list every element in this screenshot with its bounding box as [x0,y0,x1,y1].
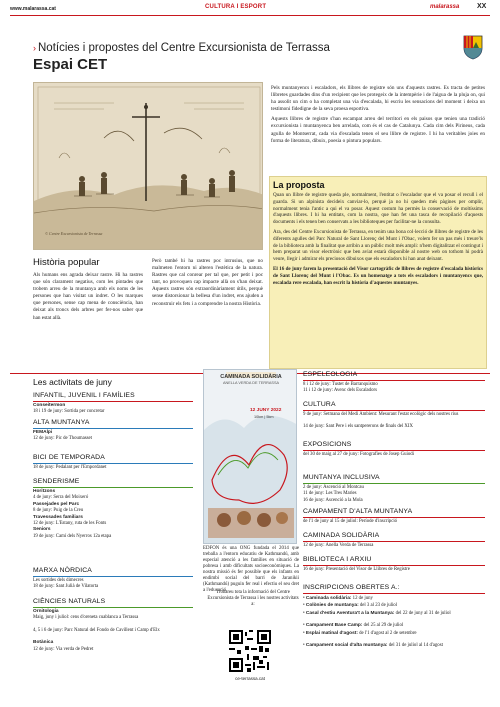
activity-category: MUNTANYA INCLUSIVA [303,474,380,481]
activity-entry: 2 de juny: Ascenció al Montcau [303,485,364,490]
activity-entry: 11 i 12 de juny: Avenc dels Escaladors [303,388,377,394]
activity-entry: del 30 de maig al 27 de juny: Fotografies de Josep Guiodi [303,452,414,457]
inscription-item [303,623,485,629]
history-column-2: Però també hi ha rastres poc intrusius, que no malmeten l'entorn ni alteren l'estètica de la natura. Rastres que cal conrear per tal que, per petit i poc tant, no provoquen cap impacte allà on s'han deixat. Aquests rastres són extraordinàriament útils, perquè sense distorsionar la bellesa d'un indret, ens ajuden a reconstruir els fets i a comprendre la nostra Història. [152,258,263,307]
category-underline [33,607,193,608]
cet-shield-logo [462,34,484,60]
bullet-icon: • [303,603,306,609]
inscription-name: Campament social d'alta muntanya: [305,643,388,648]
activity-entry: 16 de juny: Presentació del Visor de Llibres de Registre [303,567,410,572]
inscription-item [303,596,485,602]
activity-entry: 8 i 12 de juny: Tustet de Barranquismo [303,382,378,387]
activity-category: CAMINADA SOLIDÀRIA [303,532,380,539]
category-underline [33,428,193,429]
activity-group-name: Conseitermon [33,403,66,408]
bullet-icon: • [303,623,306,629]
activity-date-text: 4 de juny: Serra del Moixeró [33,495,89,501]
activity-group-name: Travessades familiars [33,514,83,520]
inscription-item [303,643,485,649]
activity-entry [33,527,193,533]
inscription-item [303,631,485,637]
category-underline [303,450,485,451]
activity-entry [33,502,193,508]
activity-entry [33,495,193,501]
activity-entry [33,615,193,621]
activity-entry: 16 de juny: Ascenció a la Mola [303,497,363,503]
activity-entry [33,430,193,436]
proposal-paragraph-1: Quan un llibre de registre queda ple, normalment, l'entitat o l'escalador que el va posar el recull i el guarda. Si un alpinista decideix canviar-lo, perquè ja no hi queden més pàgines per omplir, normalment tenia l'antic a qui el va posar. Aquest costum ha permès la conservació de moltíssims d'aquests llibres. I hi ha entitats, com la nostra, que han fet una tasca de recopilació d'aquests documents i els tenen ben conservats a les biblioteques per facilitar-ne la consulta. [273,192,483,226]
activity-entry [33,436,193,442]
category-underline [303,565,485,566]
activity-entry [33,628,193,634]
inscription-dates: del 25 al 29 de juliol [362,623,404,629]
activity-category: ESPELEOLOGIA [303,371,358,378]
page-header [10,3,490,15]
category-underline [303,517,485,518]
inscription-item [303,603,485,609]
activities-title: Les activitats de juny [33,377,112,387]
activity-date-text: Les sortides dels dimecres [33,578,84,583]
activity-entry [33,515,193,521]
activity-category: MARXA NÒRDICA [33,567,92,574]
category-underline [303,541,485,542]
bullet-icon: • [303,610,306,616]
activity-entry [33,489,193,495]
activity-entry [33,609,193,615]
category-underline [33,576,193,577]
section-title: CULTURA I ESPORT [205,4,267,10]
activity-category: BIBLIOTECA I ARXIU [303,556,372,563]
bullet-icon: • [303,643,306,648]
qr-code-icon[interactable] [229,630,271,672]
bullet-icon: • [303,596,306,601]
page-number: XX [477,3,487,10]
proposal-paragraph-2: Ara, des del Centre Excursionista de Terrassa, en tenim una bona col·lecció de llibres de registre de les diferents agulles del Parc Natural de Sant Llorenç del Munt i l'Obac, volem fer un pas més i treure'ls de la biblioteca amb la finalitat que arribin a un públic molt més ampli: n'hem digitalitzat el contingut i hem preparat un visor electrònic que ben aviat estarà disponible al nostre web on tothom hi podrà veure, llegir i admirar els preciosos dibuixos que els escaladors hi han anat deixant. [273,228,483,263]
activity-date-text: 8 de juny: Puig de la Creu [33,508,84,514]
activity-entry [33,584,193,590]
history-title: Història popular [33,257,100,268]
activity-entry [33,508,193,514]
inscription-name: Caminada solidària: [305,596,352,601]
site-url[interactable]: www.malarassa.cat [10,6,56,12]
activity-category: INFANTIL, JUVENIL I FAMÍLIES [33,392,135,399]
activity-entry: 11 de juny: Les Tres Maries [303,491,357,497]
activity-category: ALTA MUNTANYA [33,419,90,426]
activity-group-name: Passejades pel Parc [33,501,80,507]
activity-group-name: Ornitologia [33,609,59,614]
activity-entry [33,640,193,646]
activity-date-text: 18 i 19 de juny: Sortida per concretar [33,409,105,415]
poster-subtitle: ANELLA VERDA DE TERRASSA [222,381,280,385]
activity-category: CAMPAMENT D'ALTA MUNTANYA [303,508,413,515]
qr-url[interactable]: ce-terrassa.cat [235,676,265,681]
category-underline [33,401,193,402]
article-right-column [271,85,485,148]
activity-group-name: Seniors [33,527,51,533]
poster-title: CAMINADA SOLIDÀRIA [220,374,282,380]
kicker-text: Notícies i propostes del Centre Excursionista de Terrassa [38,42,330,54]
activity-entry [33,403,193,409]
activity-date-text: 12 de juny: Via verda de Pedret [33,646,94,652]
activity-entry [33,409,193,415]
activity-entry: 9 de juny: Setmana del Medi Ambient: Mesurant l'estat ecològic dels nostres rius [303,412,459,417]
activity-date-text: 12 de juny: L'Estany, ruta de les Fonts [33,521,107,526]
inscription-dates: del 3 al 23 de juliol [358,603,398,609]
poster-time: 10km | 5km [254,415,274,419]
inscription-dates: del 31 de juliol al 14 d'agost [387,643,443,648]
activity-date-text: 19 de juny: Camí dels Nyerros 12a etapa [33,533,112,539]
article-title: Espai CET [33,56,108,73]
sketch-illustration [34,83,263,250]
inscriptions-title: INSCRIPCIONS OBERTES A.: [303,584,400,591]
activity-entry [33,647,193,653]
right-paragraph-2: Aquests llibres de registre s'han escampat arreu del territori en els paisos que tenien una tradició excursionista i muntanyenca ben arrelada, com és el cas de Catalunya. Cada cim dels Pirineus, cada agulla de Montserrat, cada via d'escalada tenen el seu llibre de registre. I hi ha veritables joies en forma de literatura, dibuix, poesia o pintura populars. [271,116,485,144]
poster-caption: EDFON és una ONG fundada el 2014 que treballa a l'entorn educatiu de Kathmandú, amb especial atenció a les famílies en situació de pobresa i amb dificultats socioeconòmiques. La nostra missió és fer possible que els infants en endimbi social del barri de Jaranikii (Kathmandú) puguin fer real i efectiu el seu dret a l'educació. [203,546,299,593]
activity-entry: de l'1 de juny al 15 de juliol: Període d'inscripció [303,519,398,524]
proposal-paragraph-3: El 16 de juny farem la presentació del Visor cartogràfic de llibres de registre d'escalada històrics de Sant Llorenç del Munt i l'Obac. Es un homenatge a tots els escaladors i muntanyencs que, escalada rere escalada, han escrit la història d'aquestes muntanyes. [273,265,483,286]
qr-info-text: Trobareu tota la informació del Centre Excursionista de Terrassa i les nostres activitats a: [207,590,299,607]
chevron-right-icon: › [33,43,36,53]
activity-category: EXPOSICIONS [303,441,352,448]
poster-artwork [204,370,297,544]
header-rule [10,15,490,16]
category-underline [33,463,193,464]
activity-category: BICI DE TEMPORADA [33,454,105,461]
activity-group-name: FEMAlpi [33,430,53,435]
inscription-dates: de l'1 d'agost al 2 de setembre [357,630,417,636]
activity-entry: 12 de juny: Anella Verda de Terrassa [303,543,374,548]
inscription-name: Campament Base Camp: [305,623,363,629]
bullet-icon: • [303,630,306,636]
inscription-dates: 12 de juny [351,596,373,601]
poster-date: 12 JUNY 2022 [250,408,282,413]
inscription-dates: del 22 de juny al 31 de juliol [394,610,451,616]
inscription-item [303,611,485,617]
category-underline [303,380,485,381]
historic-register-drawing [33,82,263,250]
photo-caption: © Centre Excursionista de Terrassa [45,231,103,236]
activity-date-text: 18 de juny: Sant Julià de Vilatorta [33,584,99,590]
category-underline [33,487,193,488]
activity-date-text: Maig, juny i juliol: cens d'oreneta cuablanca a Terrassa [33,615,139,621]
activity-entry [33,521,193,527]
activity-entry: 14 de juny: Sant Pere i els santpererons de finals del XIX [303,424,413,430]
brand-name: malarassa [430,4,460,10]
activity-category: CULTURA [303,401,336,408]
inscription-name: Casal d'estiu Aventura't a la Muntanya: [305,610,395,616]
activity-group-name: Botànica [33,640,54,646]
caminada-poster [203,369,297,544]
activity-date-text: 4, 5 i 6 de juny: Parc Natural del Fondo de Cavillent i Camp d'Elx [33,627,160,633]
activity-category: CIÈNCIES NATURALS [33,598,106,605]
proposal-title: La proposta [273,180,325,190]
proposal-box [269,176,487,369]
article-kicker [33,42,330,54]
history-column-1: Als humans ens agrada deixar rastre. Hi ha rastres que són clarament negatius, com les pintades que trobem arreu de la muntanya amb els noms de les persones que han visitat un indret. O les marques que persones, sense cap mena de consciència, han deixat als troncs dels arbres per fer-nos saber que han estat allà. [33,272,143,321]
category-underline [303,410,485,411]
activity-group-name: Horitzons [33,489,56,494]
activity-entry [33,534,193,540]
activity-entry [33,465,193,471]
activity-date-text: 12 de juny: Pic de Thoumasset [33,436,92,442]
right-paragraph-1: Pels muntanyencs i escaladors, els llibres de registre són uns d'aquests rastres. Es tracta de petites llibretes guardades dins d'un recipient que les protegeix de la intempèrie i de l'aigua de la pluja on, qui ha assolit un cim o ha completat una via d'escalada, hi escriu les sensacions del moment i deixa un testimoni fidedigne de la seva proesa esportiva. [271,85,485,113]
category-underline [303,593,485,594]
category-underline [303,483,485,484]
activity-date-text: 18 de juny: Pedalant per l'Empordanet [33,465,107,470]
activity-category: SENDERISME [33,478,80,485]
inscription-name: Esplai matinal d'agost: [305,630,358,636]
inscription-name: Colònies de muntanya: [305,603,359,609]
activity-entry [33,578,193,584]
